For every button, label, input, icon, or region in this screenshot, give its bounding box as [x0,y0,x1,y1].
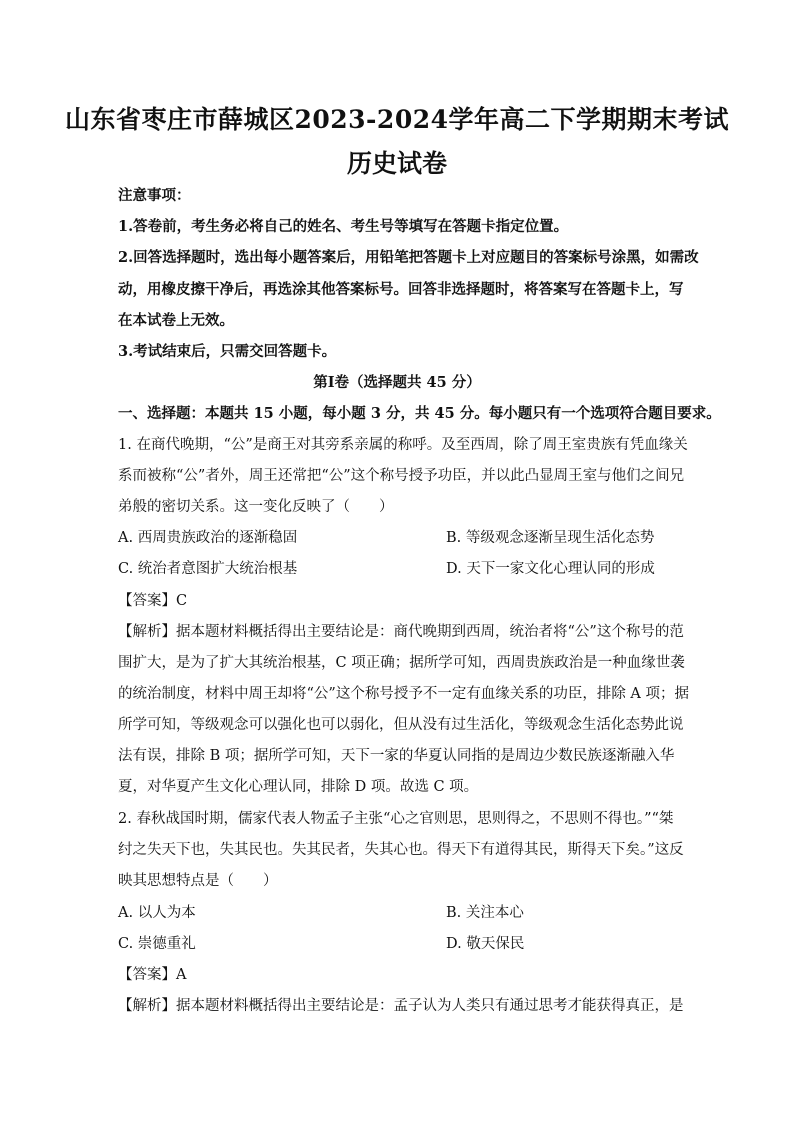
q1-analysis-line-6: 夏，对华夏产生文化心理认同，排除 D 项。故选 C 项。 [118,779,479,795]
q1-option-c: C. 统治者意图扩大统治根基 [118,561,298,577]
q2-option-c: C. 崇德重礼 [118,936,196,952]
q1-analysis-line-5: 法有误，排除 B 项；据所学可知，天下一家的华夏认同指的是周边少数民族逐渐融入华 [118,748,675,764]
q2-answer: 【答案】A [118,967,187,983]
q2-stem-line-3: 映其思想特点是（ ） [118,873,278,889]
q1-analysis-line-2: 围扩大，是为了扩大其统治根基，C 项正确；据所学可知，西周贵族政治是一种血缘世袭 [118,655,685,671]
q2-analysis-line-1: 【解析】据本题材料概括得出主要结论是：孟子认为人类只有通过思考才能获得真正，是 [118,998,684,1014]
q1-stem-line-1: 1. 在商代晚期，“公”是商王对其旁系亲属的称呼。及至西周，除了周王室贵族有凭血缘关 [118,437,688,453]
q1-option-d: D. 天下一家文化心理认同的形成 [446,561,655,577]
section-instruction: 一、选择题：本题共 15 小题，每小题 3 分，共 45 分。每小题只有一个选项符合题目要求。 [118,405,721,422]
q2-option-a: A. 以人为本 [118,905,196,921]
q1-answer: 【答案】C [118,593,188,609]
note-2-line-3: 在本试卷上无效。 [118,312,234,329]
exam-subject-title: 历史试卷 [346,149,447,178]
exam-title: 山东省枣庄市薛城区2023-2024学年高二下学期期末考试 [64,105,730,134]
q1-option-a: A. 西周贵族政治的逐渐稳固 [118,530,298,546]
note-2-line-1: 2.回答选择题时，选出每小题答案后，用铅笔把答题卡上对应题目的答案标号涂黑，如需改 [118,249,699,266]
q1-option-b: B. 等级观念逐渐呈现生活化态势 [446,530,655,546]
q1-analysis-line-3: 的统治制度，材料中周王却将“公”这个称号授予不一定有血缘关系的功臣，排除 A 项；据 [118,686,690,702]
q1-analysis-line-1: 【解析】据本题材料概括得出主要结论是：商代晚期到西周，统治者将“公”这个称号的范 [118,624,684,640]
section-header: 第Ⅰ卷（选择题共 45 分） [313,374,481,391]
notes-heading: 注意事项： [118,187,191,204]
note-3: 3.考试结束后，只需交回答题卡。 [118,343,337,360]
q1-analysis-line-4: 所学可知，等级观念可以强化也可以弱化，但从没有过生活化，等级观念生活化态势此说 [118,717,684,733]
q2-option-d: D. 敬天保民 [446,936,525,952]
q1-stem-line-2: 系而被称“公”者外，周王还常把“公”这个称号授予功臣，并以此凸显周王室与他们之间兄 [118,468,685,484]
q2-option-b: B. 关注本心 [446,905,524,921]
note-2-line-2: 动，用橡皮擦干净后，再选涂其他答案标号。回答非选择题时，将答案写在答题卡上，写 [118,281,684,298]
q1-stem-line-3: 弟般的密切关系。这一变化反映了（ ） [118,499,394,515]
q2-stem-line-2: 纣之失天下也，失其民也。失其民者，失其心也。得天下有道得其民，斯得天下矣。”这反 [118,842,684,858]
q2-stem-line-1: 2. 春秋战国时期，儒家代表人物孟子主张“心之官则思，思则得之，不思则不得也。”“桀 [118,811,674,827]
note-1: 1.答卷前，考生务必将自己的姓名、考生号等填写在答题卡指定位置。 [118,218,569,235]
